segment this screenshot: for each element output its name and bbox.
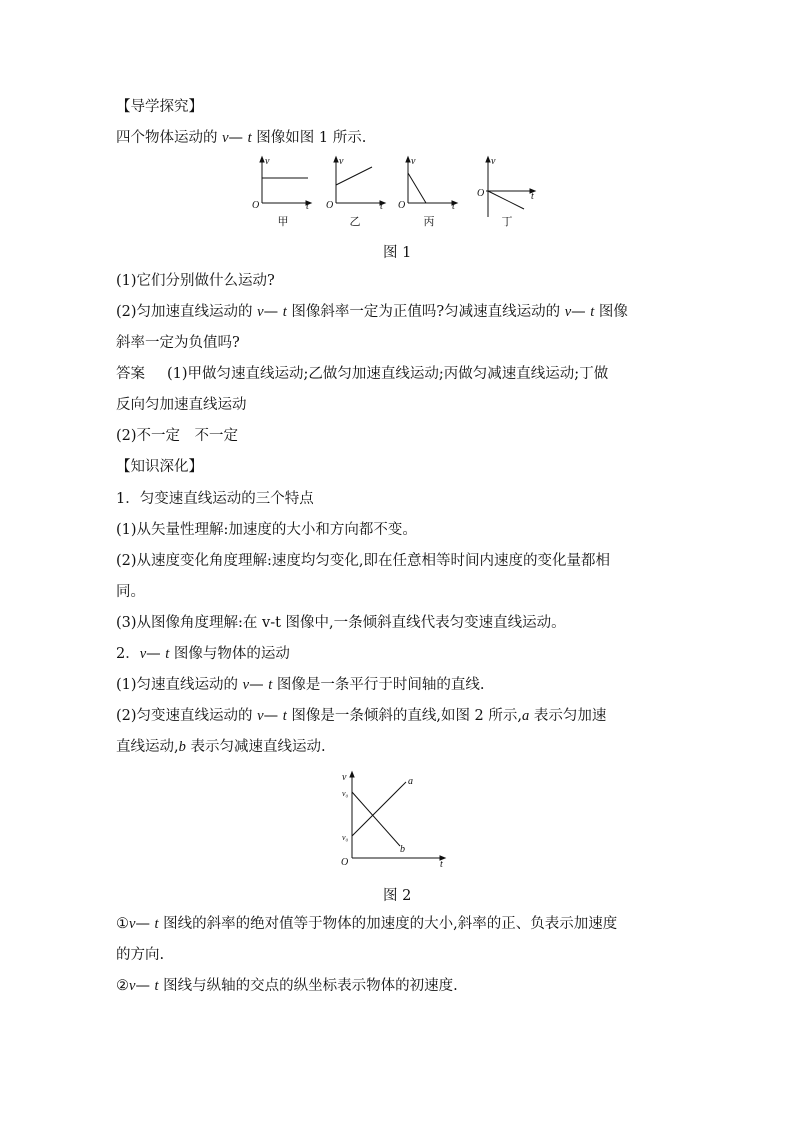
text-segment: 图线的斜率的绝对值等于物体的加速度的大小,斜率的正、负表示加速度 (158, 916, 618, 932)
panel-label: 丁 (501, 215, 513, 228)
arrow-icon (260, 157, 264, 162)
text-segment: 图线与纵轴的交点的纵坐标表示物体的初速度. (158, 978, 458, 994)
var-t: t (282, 304, 287, 320)
panel-label: 乙 (349, 215, 361, 228)
graph-line-accelerating (336, 167, 372, 185)
var-v: v (257, 708, 264, 724)
text-segment: — (571, 304, 591, 320)
text-segment: 图像 (594, 304, 628, 320)
var-v: v (222, 130, 229, 146)
origin-label: O (326, 200, 334, 211)
axis-label-t: t (380, 201, 383, 212)
text-segment: (2)匀变速直线运动的 (116, 708, 258, 724)
text-segment: 四个物体运动的 (116, 130, 223, 146)
text-segment: — (249, 677, 269, 693)
var-t: t (154, 916, 159, 932)
section-heading-guided-inquiry: 【导学探究】 (116, 99, 203, 115)
var-b: b (178, 739, 186, 755)
panel-label: 甲 (277, 215, 289, 228)
text-segment: — (228, 130, 248, 146)
point-1-2-line-1: (2)从速度变化角度理解:速度均匀变化,即在任意相等时间内速度的变化量都相 (116, 553, 611, 569)
point-2-title (116, 644, 290, 664)
figure-2-vt-graph (338, 770, 450, 870)
text-segment: 图像是一条平行于时间轴的直线. (272, 677, 485, 693)
figure-1-vt-graphs (250, 155, 550, 230)
var-v: v (242, 677, 250, 693)
figure-1-caption: 图 1 (383, 245, 412, 261)
text-segment: 2． (116, 646, 140, 662)
panel-label: 丙 (423, 215, 435, 228)
origin-label: O (341, 857, 349, 868)
text-segment: 图像斜率一定为正值吗?匀减速直线运动的 (286, 304, 565, 320)
var-t: t (590, 304, 595, 320)
axis-label-v: v (342, 772, 347, 783)
var-v: v (129, 916, 136, 932)
axis-label-v: v (339, 156, 344, 167)
text-segment: 直线运动, (116, 739, 179, 755)
var-t: t (247, 130, 252, 146)
line-b-label: b (400, 844, 405, 855)
var-v: v (564, 304, 572, 320)
text-segment: 图像如图 1 所示. (251, 130, 367, 146)
line-a-label: a (408, 776, 413, 787)
axis-label-t: t (440, 859, 443, 870)
note-1-line-2: 的方向. (116, 947, 165, 963)
arrow-icon (406, 157, 410, 162)
axis-label-t: t (531, 191, 534, 202)
graph-line-decelerating (408, 173, 426, 203)
answer-label: 答案 (116, 366, 145, 382)
text-segment: — (263, 708, 283, 724)
arrow-icon (350, 772, 354, 777)
var-v: v (129, 978, 136, 994)
text-segment: — (135, 978, 155, 994)
section-heading-knowledge-deepening: 【知识深化】 (116, 459, 203, 475)
line-b-decelerating (352, 792, 400, 846)
figure-2-caption: 图 2 (383, 888, 412, 904)
text-segment: (1)匀速直线运动的 (116, 677, 243, 693)
answer-line-3: (2)不一定 不一定 (116, 428, 239, 444)
v0-lower-label: v₀ (342, 833, 349, 842)
intro-text (116, 128, 366, 148)
point-1-title: 1．匀变速直线运动的三个特点 (116, 491, 314, 507)
point-2-2-line-2 (116, 737, 326, 757)
origin-label: O (398, 200, 406, 211)
axis-label-v: v (491, 156, 496, 167)
axis-label-t: t (452, 201, 455, 212)
graph-line-reverse-accelerating (488, 191, 524, 209)
point-2-2-line-1 (116, 706, 606, 726)
axis-label-v: v (411, 156, 416, 167)
text-segment: ① (116, 916, 129, 932)
axis-label-v: v (265, 156, 270, 167)
note-2 (116, 976, 458, 996)
axis-label-t: t (306, 201, 309, 212)
note-1-line-1 (116, 914, 617, 934)
question-2-line-1 (116, 302, 628, 322)
text-segment: 表示匀减速直线运动. (185, 739, 326, 755)
text-segment: — (263, 304, 283, 320)
question-2-line-2: 斜率一定为负值吗? (116, 335, 240, 351)
text-segment: — (146, 646, 166, 662)
arrow-icon (486, 157, 490, 162)
answer-line-1 (116, 364, 608, 384)
line-a-accelerating (352, 782, 406, 836)
question-1: (1)它们分别做什么运动? (116, 273, 275, 289)
var-t: t (268, 677, 273, 693)
point-1-2-line-2: 同。 (116, 584, 145, 600)
point-2-1 (116, 675, 484, 695)
var-t: t (282, 708, 287, 724)
var-t: t (165, 646, 170, 662)
v0-upper-label: v₀ (342, 789, 349, 798)
text-segment: — (135, 916, 155, 932)
var-a: a (522, 708, 530, 724)
var-v: v (257, 304, 264, 320)
text-segment: (2)匀加速直线运动的 (116, 304, 258, 320)
arrow-icon (334, 157, 338, 162)
text-segment: 图像与物体的运动 (169, 646, 290, 662)
text-segment: 表示匀加速 (529, 708, 607, 724)
text-segment: ② (116, 978, 129, 994)
var-t: t (154, 978, 159, 994)
answer-line-2: 反向匀加速直线运动 (116, 397, 247, 413)
origin-label: O (252, 200, 260, 211)
answer-text: (1)甲做匀速直线运动;乙做匀加速直线运动;丙做匀减速直线运动;丁做 (167, 366, 609, 382)
origin-label: O (477, 188, 485, 199)
var-v: v (139, 646, 147, 662)
text-segment: 图像是一条倾斜的直线,如图 2 所示, (286, 708, 523, 724)
point-1-3: (3)从图像角度理解:在 v-t 图像中,一条倾斜直线代表匀变速直线运动。 (116, 615, 566, 631)
point-1-1: (1)从矢量性理解:加速度的大小和方向都不变。 (116, 522, 417, 538)
